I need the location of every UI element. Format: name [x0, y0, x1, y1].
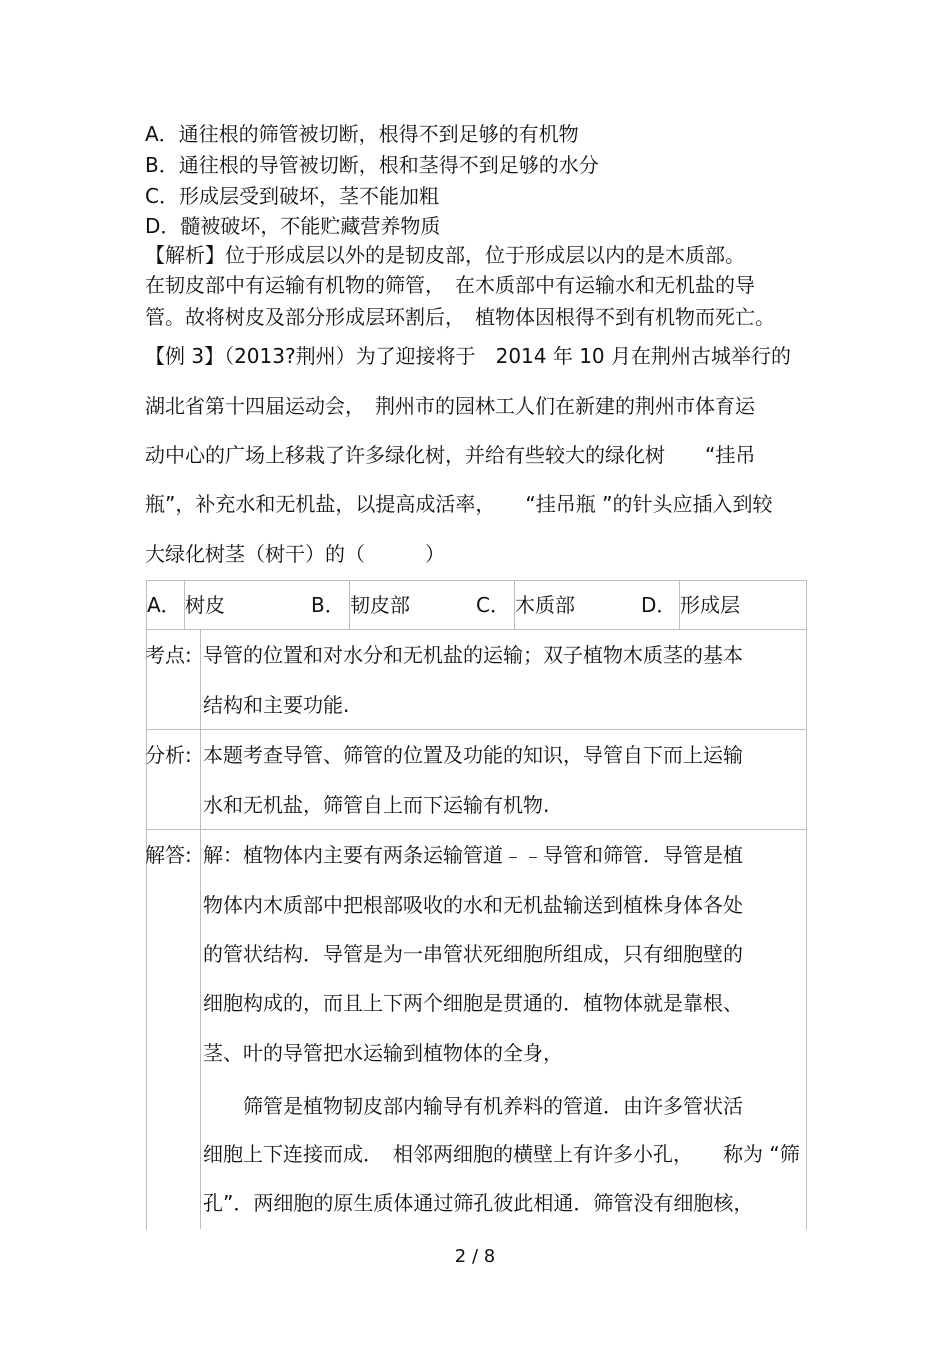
jieda-line-4: 细胞构成的，而且上下两个细胞是贯通的．植物体就是靠根、 [203, 991, 743, 1015]
choice-d-letter: D． [641, 593, 677, 617]
example3-line-2: 湖北省第十四届运动会， 荆州市的园林工人们在新建的荆州市体育运 [145, 394, 755, 418]
table-row-divider [146, 629, 806, 630]
choice-b-letter: B． [311, 593, 345, 617]
choice-b-text: 韧皮部 [350, 593, 410, 617]
analysis-line-3: 管。故将树皮及部分形成层环割后， 植物体因根得不到有机物而死亡。 [145, 305, 775, 329]
table-border-left [146, 580, 147, 1230]
kaodian-label: 考点: [145, 643, 192, 667]
jieda-line-1: 解：植物体内主要有两条运输管道﹣﹣导管和筛管．导管是植 [203, 843, 743, 867]
option-d-prev: D．髓被破坏，不能贮藏营养物质 [145, 214, 441, 238]
example3-line-1: 【例 3】（2013?荆州）为了迎接将于 2014 年 10 月在荆州古城举行的 [145, 344, 792, 368]
choice-d-text: 形成层 [680, 593, 740, 617]
choice-c-text: 木质部 [515, 593, 575, 617]
jieda-line-8: 孔”．两细胞的原生质体通过筛孔彼此相通．筛管没有细胞核， [203, 1191, 754, 1215]
jieda-line-5: 茎、叶的导管把水运输到植物体的全身， [203, 1041, 563, 1065]
table-border-top [146, 580, 806, 581]
table-row-divider [146, 829, 806, 830]
table-border-right [806, 580, 807, 1230]
jieda-line-7: 细胞上下连接而成． 相邻两细胞的横壁上有许多小孔， 称为 “筛 [203, 1142, 800, 1166]
fenxi-line-1: 本题考查导管、筛管的位置及功能的知识，导管自下而上运输 [203, 743, 743, 767]
jieda-line-2: 物体内木质部中把根部吸收的水和无机盐输送到植株身体各处 [203, 893, 743, 917]
kaodian-line-1: 导管的位置和对水分和无机盐的运输；双子植物木质茎的基本 [203, 643, 743, 667]
analysis-line-1: 【解析】位于形成层以外的是韧皮部，位于形成层以内的是木质部。 [145, 243, 745, 267]
choice-a-letter: A． [147, 593, 181, 617]
option-b-prev: B．通往根的导管被切断，根和茎得不到足够的水分 [145, 153, 599, 177]
kaodian-line-2: 结构和主要功能. [203, 693, 350, 717]
choice-a-text: 树皮 [185, 593, 225, 617]
table-row-divider [146, 729, 806, 730]
example3-line-3: 动中心的广场上移栽了许多绿化树，并给有些较大的绿化树 “挂吊 [145, 443, 756, 467]
fenxi-line-2: 水和无机盐，筛管自上而下运输有机物. [203, 793, 550, 817]
jieda-label: 解答: [145, 843, 192, 867]
example3-line-4: 瓶”，补充水和无机盐，以提高成活率， “挂吊瓶 ”的针头应插入到较 [145, 492, 773, 516]
jieda-line-3: 的管状结构．导管是为一串管状死细胞所组成，只有细胞壁的 [203, 942, 743, 966]
fenxi-label: 分析: [145, 743, 192, 767]
table-label-divider [200, 629, 201, 1229]
choice-c-letter: C． [476, 593, 510, 617]
jieda-line-6: 筛管是植物韧皮部内输导有机养料的管道．由许多管状活 [203, 1094, 743, 1118]
page-number: 2 / 8 [454, 1246, 496, 1267]
analysis-line-2: 在韧皮部中有运输有机物的筛管， 在木质部中有运输水和无机盐的导 [145, 273, 755, 297]
option-c-prev: C．形成层受到破坏，茎不能加粗 [145, 184, 439, 208]
option-a-prev: A．通往根的筛管被切断，根得不到足够的有机物 [145, 122, 579, 146]
example3-line-5: 大绿化树茎（树干）的（ ） [145, 542, 445, 566]
